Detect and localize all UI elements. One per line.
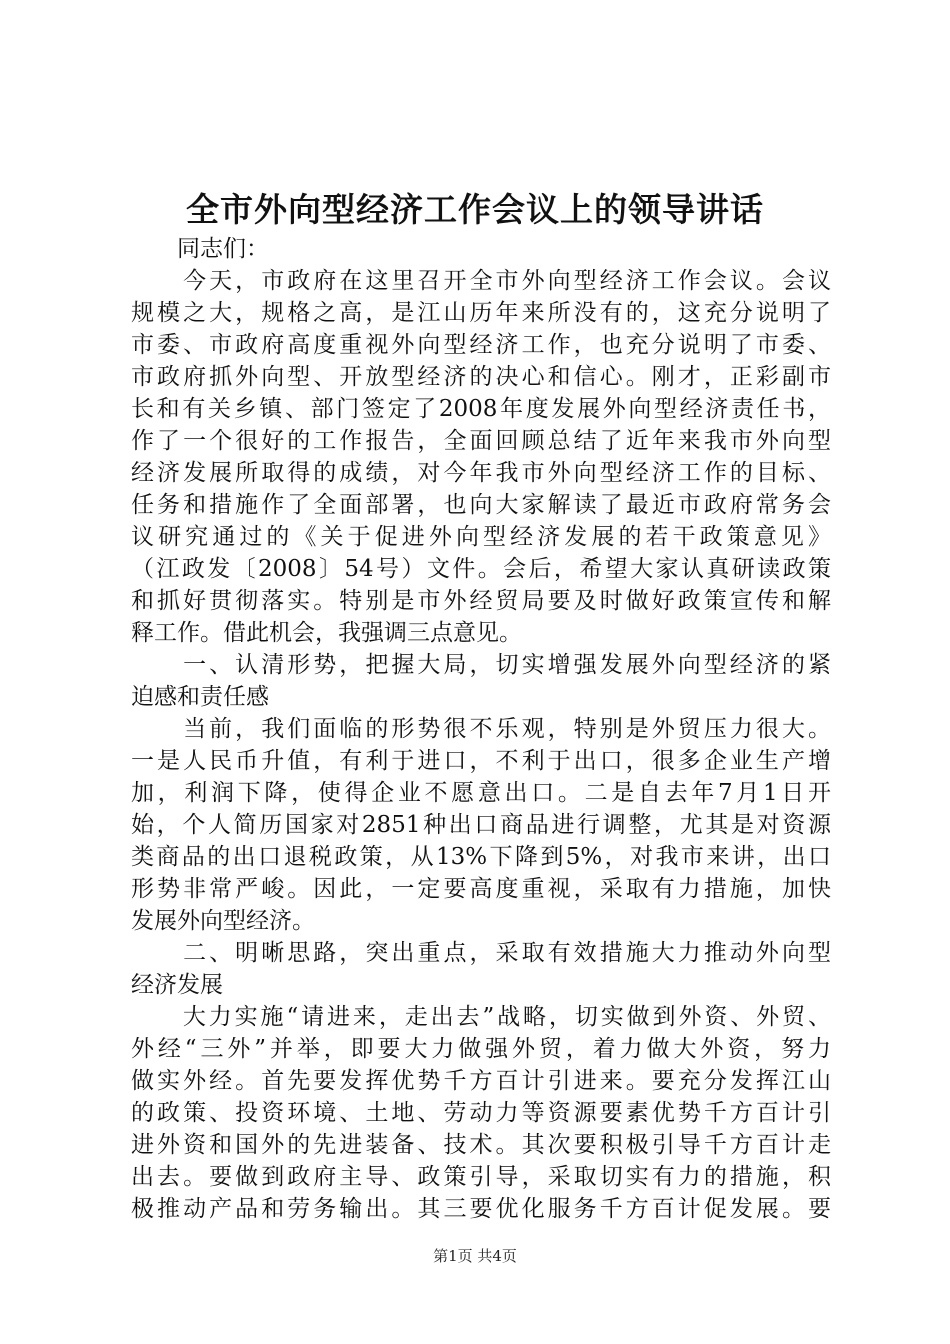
text-line: 一是人民币升值，有利于进口，不利于出口，很多企业生产增 [131, 748, 831, 774]
text-line: 经济发展所取得的成绩，对今年我市外向型经济工作的目标、 [131, 460, 831, 486]
text-line: 加，利润下降，使得企业不愿意出口。二是自去年7月1日开 [131, 780, 831, 806]
text-line: 外经“三外”并举，即要大力做强外贸，着力做大外资，努力 [131, 1036, 831, 1062]
text-line: 市政府抓外向型、开放型经济的决心和信心。刚才，正彩副市 [131, 364, 831, 390]
page-footer: 第1页 共4页 [433, 1247, 517, 1265]
document-title: 全市外向型经济工作会议上的领导讲话 [186, 190, 764, 229]
text-line: 的政策、投资环境、土地、劳动力等资源要素优势千方百计引 [131, 1100, 831, 1126]
text-line: 今天，市政府在这里召开全市外向型经济工作会议。会议 [131, 268, 831, 294]
text-line: 当前，我们面临的形势很不乐观，特别是外贸压力很大。 [131, 716, 831, 742]
text-line: 任务和措施作了全面部署，也向大家解读了最近市政府常务会 [131, 492, 831, 518]
text-line: 长和有关乡镇、部门签定了2008年度发展外向型经济责任书， [131, 396, 831, 422]
text-line: 经济发展 [131, 972, 223, 998]
text-line: 发展外向型经济。 [131, 908, 315, 934]
text-line: 极推动产品和劳务输出。其三要优化服务千方百计促发展。要 [131, 1196, 831, 1222]
text-line: 释工作。借此机会，我强调三点意见。 [131, 620, 522, 646]
text-line: 同志们： [131, 236, 269, 262]
text-line: 规模之大，规格之高，是江山历年来所没有的，这充分说明了 [131, 300, 831, 326]
text-line: 和抓好贯彻落实。特别是市外经贸局要及时做好政策宣传和解 [131, 588, 831, 614]
text-line: 迫感和责任感 [131, 684, 269, 710]
text-line: 作了一个很好的工作报告，全面回顾总结了近年来我市外向型 [131, 428, 831, 454]
text-line: 出去。要做到政府主导、政策引导，采取切实有力的措施，积 [131, 1164, 831, 1190]
text-line: （江政发〔2008〕54号）文件。会后，希望大家认真研读政策 [131, 556, 831, 582]
text-line: 大力实施“请进来，走出去”战略，切实做到外资、外贸、 [131, 1004, 831, 1030]
text-line: 市委、市政府高度重视外向型经济工作，也充分说明了市委、 [131, 332, 831, 358]
text-line: 进外资和国外的先进装备、技术。其次要积极引导千方百计走 [131, 1132, 831, 1158]
text-line: 做实外经。首先要发挥优势千方百计引进来。要充分发挥江山 [131, 1068, 831, 1094]
text-line: 形势非常严峻。因此，一定要高度重视，采取有力措施，加快 [131, 876, 831, 902]
text-line: 类商品的出口退税政策，从13%下降到5%，对我市来讲，出口 [131, 844, 831, 870]
text-line: 一、认清形势，把握大局，切实增强发展外向型经济的紧 [131, 652, 831, 678]
text-line: 始，个人简历国家对2851种出口商品进行调整，尤其是对资源 [131, 812, 831, 838]
text-line: 二、明晰思路，突出重点，采取有效措施大力推动外向型 [131, 940, 831, 966]
document-body [131, 233, 831, 1225]
text-line: 议研究通过的《关于促进外向型经济发展的若干政策意见》 [131, 524, 831, 550]
